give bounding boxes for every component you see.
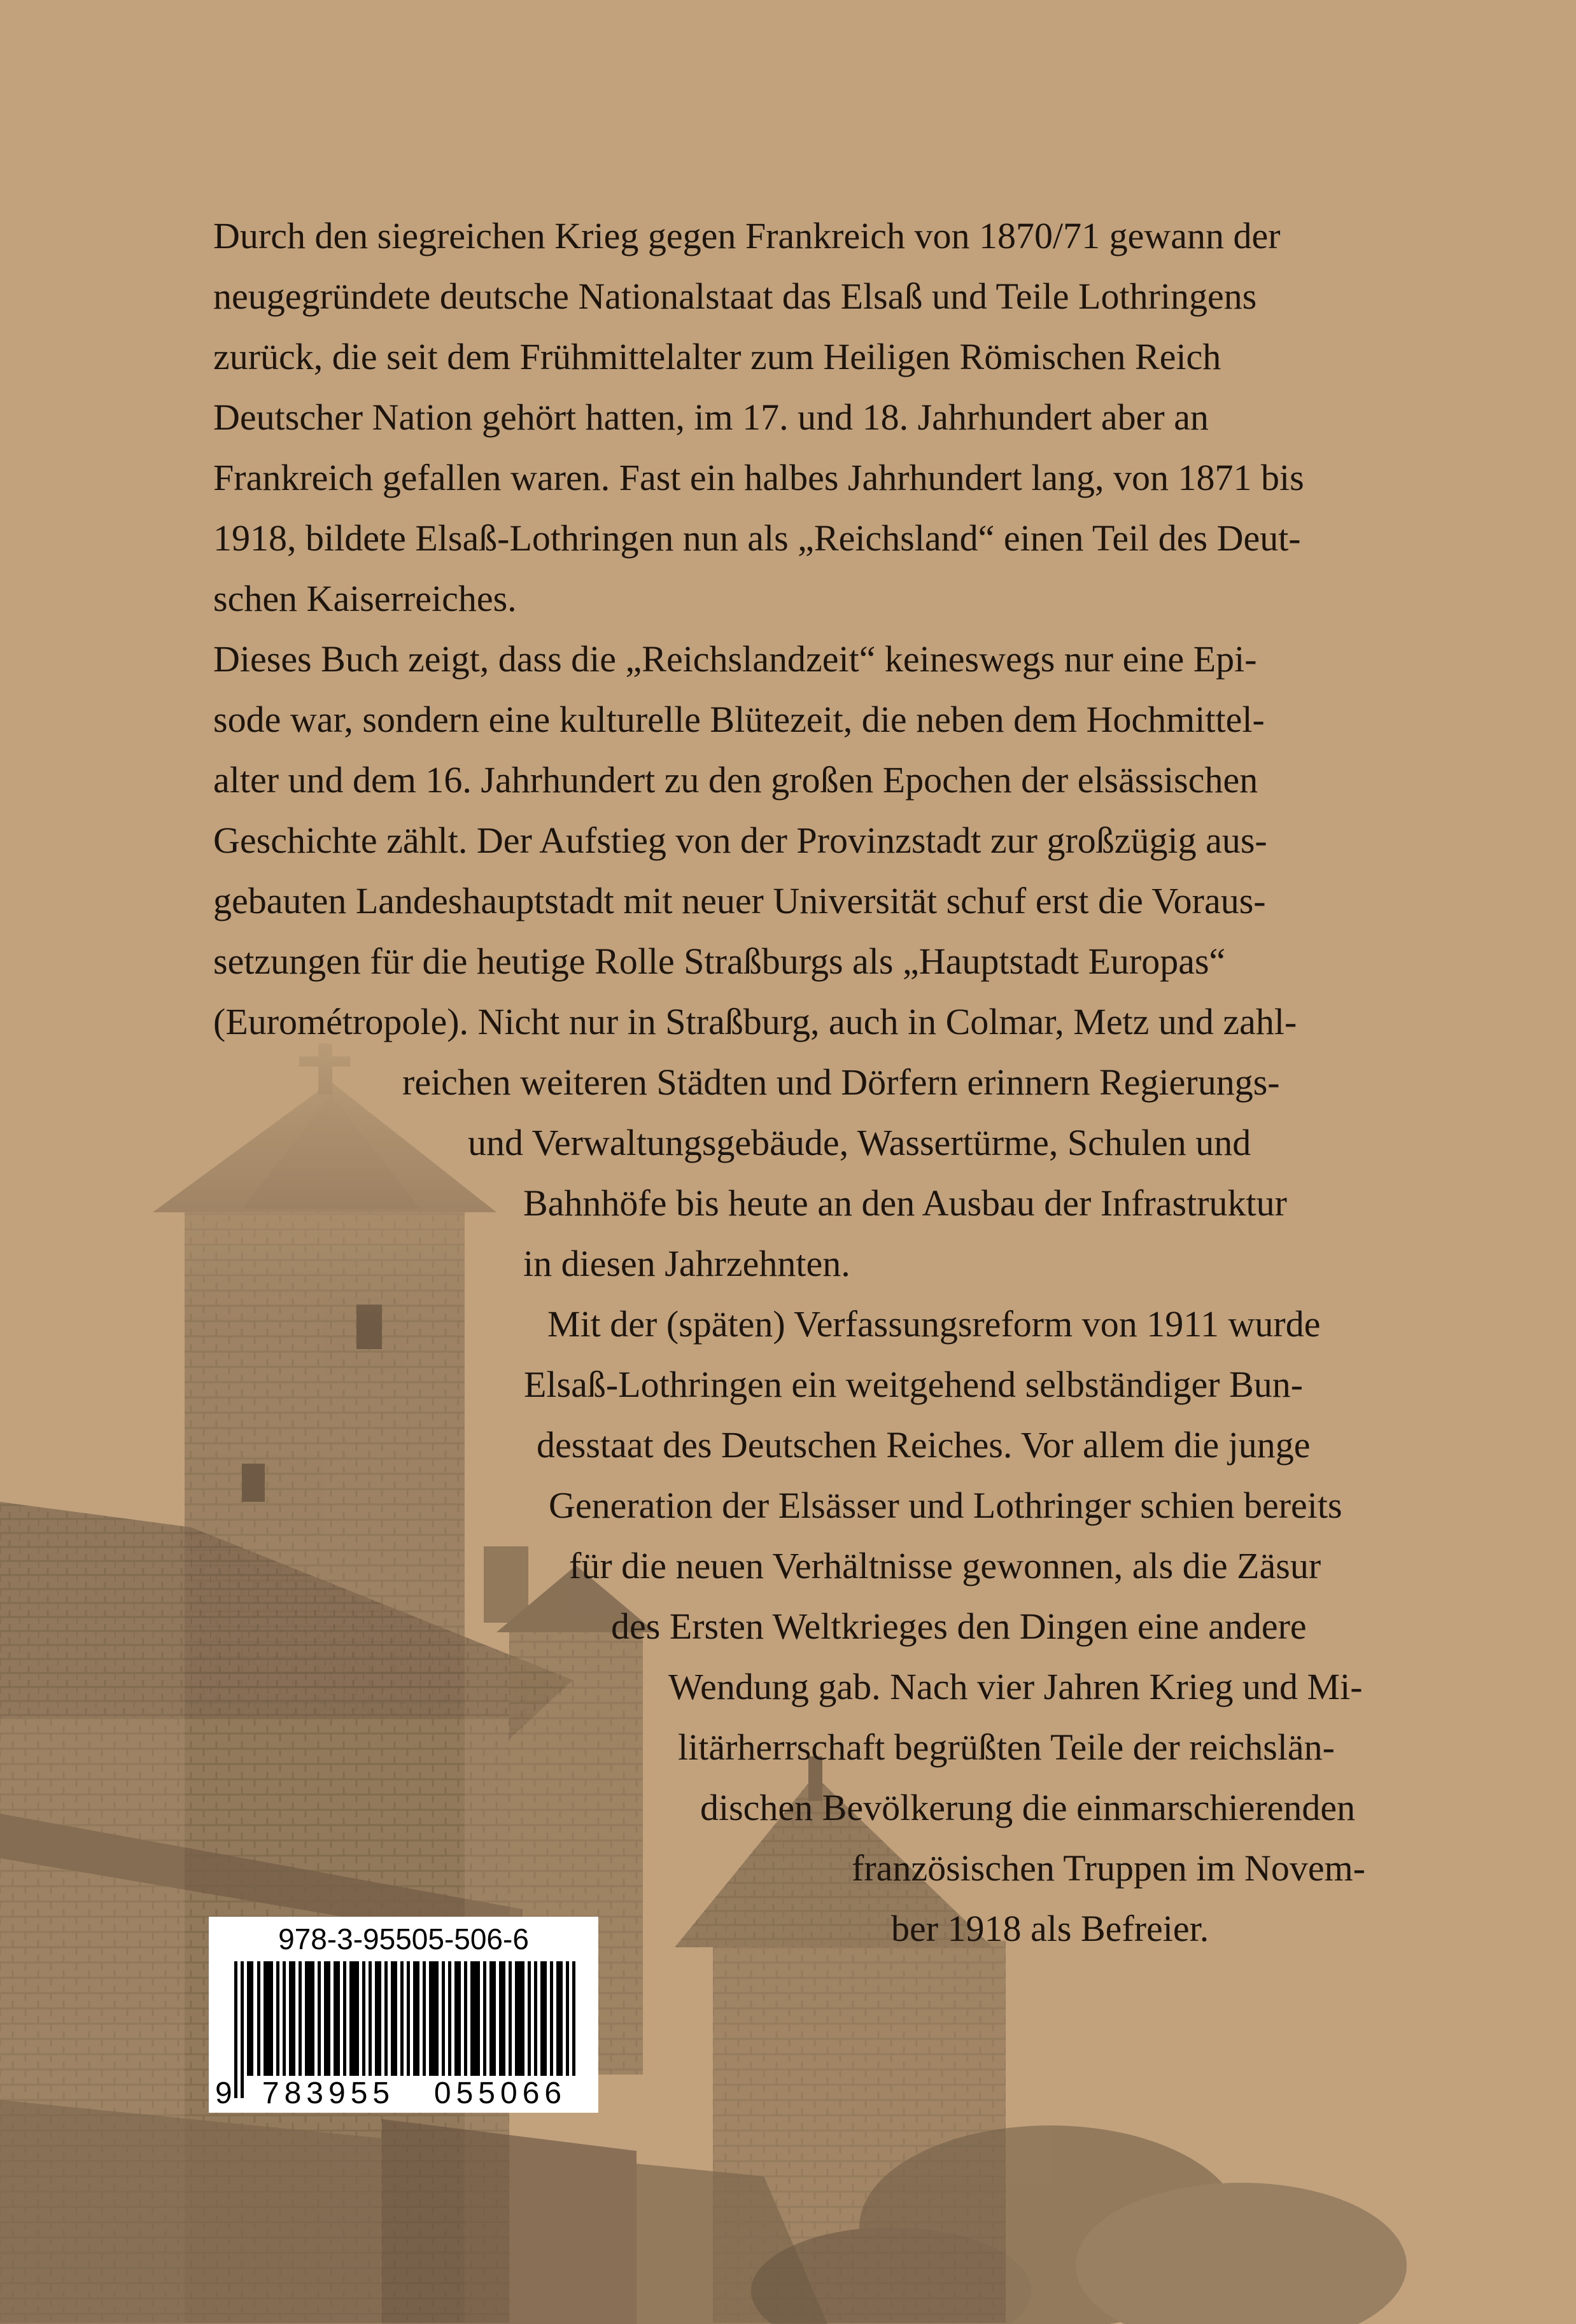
ean-right-digits: 055066 (419, 2076, 582, 2111)
blurb-line: Geschichte zählt. Der Aufstieg von der Provinzstadt zur großzügig aus- (213, 820, 1267, 861)
blurb-line: des Ersten Weltkrieges den Dingen eine andere (611, 1606, 1307, 1647)
blurb-line: Durch den siegreichen Krieg gegen Frankreich von 1870/71 gewann der (213, 215, 1281, 256)
blurb-line: neugegründete deutsche Nationalstaat das Elsaß und Teile Lothringens (213, 276, 1257, 317)
blurb-line: Mit der (späten) Verfassungsreform von 1911 wurde (547, 1303, 1321, 1345)
blurb-line: 1918, bildete Elsaß-Lothringen nun als „Reichsland“ einen Teil des Deut- (213, 517, 1301, 559)
ean-left-digits: 783955 (247, 2076, 410, 2111)
blurb-line: Deutscher Nation gehört hatten, im 17. und 18. Jahrhundert aber an (213, 396, 1209, 438)
blurb-line: (Eurométropole). Nicht nur in Straßburg, auch in Colmar, Metz und zahl- (213, 1001, 1297, 1042)
blurb-line: gebauten Landeshauptstadt mit neuer Universität schuf erst die Voraus- (213, 880, 1266, 921)
ean-lead-digit: 9 (215, 2076, 232, 2110)
blurb-line: französischen Truppen im Novem- (852, 1847, 1366, 1889)
ean-digits (209, 2076, 598, 2109)
isbn-label: 978-3-95505-506-6 (278, 1922, 529, 1956)
blurb-line: Frankreich gefallen waren. Fast ein halbes Jahrhundert lang, von 1871 bis (213, 457, 1304, 498)
blurb-line: Dieses Buch zeigt, dass die „Reichslandzeit“ keineswegs nur eine Epi- (213, 638, 1257, 680)
blurb-line: Bahnhöfe bis heute an den Ausbau der Infrastruktur (523, 1182, 1287, 1224)
blurb-line: ber 1918 als Befreier. (891, 1908, 1209, 1949)
blurb-line: alter und dem 16. Jahrhundert zu den großen Epochen der elsässischen (213, 759, 1258, 801)
blurb-line: litärherrschaft begrüßten Teile der reichslän- (678, 1726, 1335, 1768)
curtain-wall (0, 2100, 827, 2324)
blurb-line: schen Kaiserreiches. (213, 578, 517, 619)
blurb-line: Generation der Elsässer und Lothringer schien bereits (549, 1485, 1342, 1526)
blurb-line: sode war, sondern eine kulturelle Blütezeit, die neben dem Hochmittel- (213, 699, 1265, 740)
blurb-line: zurück, die seit dem Frühmittelalter zum Heiligen Römischen Reich (213, 336, 1221, 377)
blurb-line: Elsaß-Lothringen ein weitgehend selbständiger Bun- (524, 1364, 1304, 1405)
isbn-barcode (209, 1917, 598, 2113)
blurb-line: dischen Bevölkerung die einmarschierenden (700, 1787, 1356, 1828)
blurb-line: reichen weiteren Städten und Dörfern erinnern Regierungs- (402, 1061, 1280, 1103)
blurb-line: für die neuen Verhältnisse gewonnen, als die Zäsur (569, 1545, 1321, 1586)
blurb-line: setzungen für die heutige Rolle Straßburgs als „Hauptstadt Europas“ (213, 941, 1226, 982)
blurb-line: und Verwaltungsgebäude, Wassertürme, Schulen und (468, 1122, 1251, 1163)
blurb-line: in diesen Jahrzehnten. (523, 1243, 850, 1284)
blurb-line: desstaat des Deutschen Reiches. Vor allem die junge (537, 1424, 1311, 1466)
blurb-line: Wendung gab. Nach vier Jahren Krieg und Mi- (668, 1666, 1363, 1707)
